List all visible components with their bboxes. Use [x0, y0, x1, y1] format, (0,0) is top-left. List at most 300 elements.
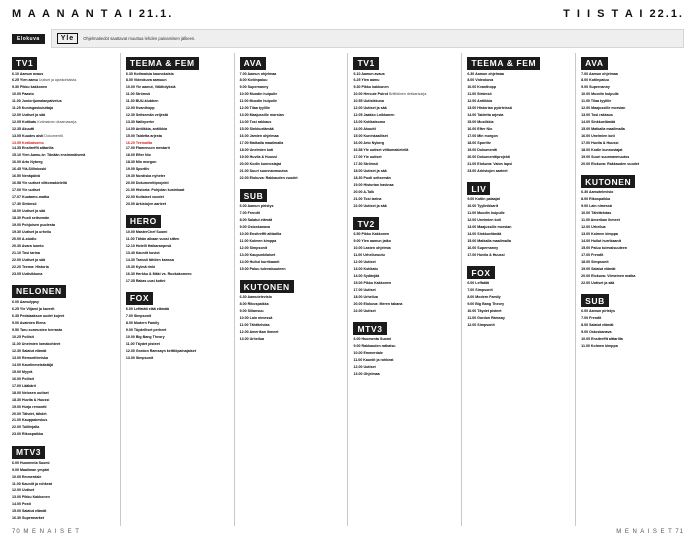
program-entry[interactable] — [353, 274, 456, 279]
program-entry[interactable] — [467, 162, 570, 167]
program-entry[interactable] — [353, 246, 456, 251]
program-entry[interactable] — [240, 113, 343, 118]
program-entry[interactable] — [12, 356, 115, 361]
program-entry[interactable] — [467, 99, 570, 104]
program-entry[interactable] — [12, 251, 115, 256]
channel-name[interactable]: TV1 — [353, 57, 378, 70]
program-title: Hullut hurrikaanit — [590, 239, 621, 244]
program-time: 9.00 — [467, 197, 475, 202]
program-entry[interactable] — [240, 134, 343, 139]
program-entry[interactable] — [12, 230, 115, 235]
program-entry[interactable] — [353, 134, 456, 139]
program-entry[interactable] — [353, 85, 456, 90]
program-entry[interactable] — [126, 244, 229, 249]
program-entry[interactable] — [126, 195, 229, 200]
program-entry[interactable] — [240, 260, 343, 265]
program-entry[interactable] — [126, 265, 229, 270]
program-entry[interactable] — [12, 167, 115, 172]
channel-name[interactable]: MTV3 — [353, 322, 386, 335]
program-title: Aamun piristys — [588, 309, 615, 314]
program-entry[interactable] — [467, 225, 570, 230]
program-time: 16.45 — [12, 166, 21, 171]
program-entry[interactable] — [240, 239, 343, 244]
program-entry[interactable] — [12, 495, 115, 500]
program-entry[interactable] — [467, 232, 570, 237]
program-entry[interactable] — [12, 120, 115, 125]
program-entry[interactable] — [240, 316, 343, 321]
program-title: Tähän aikaan vuosi sitten — [134, 236, 180, 241]
channel-name[interactable]: MTV3 — [12, 446, 45, 459]
program-entry[interactable] — [353, 337, 456, 342]
program-entry[interactable] — [353, 232, 456, 237]
program-entry[interactable] — [467, 288, 570, 293]
program-entry[interactable] — [467, 120, 570, 125]
program-entry[interactable] — [353, 267, 456, 272]
program-entry[interactable] — [581, 316, 684, 321]
program-time: 10.00 — [581, 211, 591, 216]
program-title: Min morgon — [476, 134, 498, 139]
program-entry[interactable] — [581, 155, 684, 160]
program-title: Videokuva — [474, 78, 494, 83]
program-entry[interactable] — [126, 134, 229, 139]
program-time: 13.00 — [353, 120, 363, 125]
program-entry[interactable] — [467, 72, 570, 77]
program-entry[interactable] — [126, 314, 229, 319]
program-entry[interactable] — [12, 468, 115, 473]
program-entry[interactable] — [12, 328, 115, 333]
program-entry[interactable] — [467, 78, 570, 83]
program-title: Yle uutiset — [21, 187, 41, 192]
program-entry[interactable] — [353, 127, 456, 132]
program-entry[interactable] — [126, 127, 229, 132]
program-title: MasterChef Suomi — [134, 229, 168, 234]
program-entry[interactable] — [581, 267, 684, 272]
program-entry[interactable] — [353, 302, 456, 307]
program-entry[interactable] — [353, 148, 456, 153]
program-entry[interactable] — [12, 99, 115, 104]
program-entry[interactable] — [12, 370, 115, 375]
program-entry[interactable] — [353, 106, 456, 111]
program-entry[interactable] — [240, 204, 343, 209]
program-entry[interactable] — [12, 181, 115, 186]
program-entry[interactable] — [353, 365, 456, 370]
program-entry[interactable] — [581, 281, 684, 286]
program-entry[interactable] — [12, 412, 115, 417]
program-entry[interactable] — [126, 167, 229, 172]
program-entry[interactable] — [467, 197, 570, 202]
program-entry[interactable] — [353, 155, 456, 160]
program-entry[interactable] — [12, 244, 115, 249]
program-entry[interactable] — [353, 344, 456, 349]
program-entry[interactable] — [12, 146, 115, 151]
program-entry[interactable] — [240, 120, 343, 125]
program-title: Aamun ohjelmaa — [474, 71, 504, 76]
program-entry[interactable] — [467, 169, 570, 174]
banner-box — [51, 29, 684, 48]
program-entry[interactable] — [581, 148, 684, 153]
program-entry[interactable] — [126, 342, 229, 347]
program-entry[interactable] — [12, 432, 115, 437]
program-entry[interactable] — [581, 246, 684, 251]
program-entry[interactable] — [12, 216, 115, 221]
program-time: 16.00 — [12, 376, 21, 381]
program-entry[interactable] — [467, 106, 570, 111]
program-entry[interactable] — [467, 253, 570, 258]
program-entry[interactable] — [12, 237, 115, 242]
program-entry[interactable] — [353, 72, 456, 77]
program-entry[interactable] — [581, 232, 684, 237]
program-entry[interactable] — [353, 204, 456, 209]
program-entry[interactable] — [126, 160, 229, 165]
program-entry[interactable] — [467, 309, 570, 314]
program-entry[interactable] — [467, 148, 570, 153]
program-entry[interactable] — [353, 372, 456, 377]
program-entry[interactable] — [12, 85, 115, 90]
program-entry[interactable] — [467, 281, 570, 286]
program-entry[interactable] — [240, 169, 343, 174]
program-entry[interactable] — [126, 153, 229, 158]
program-entry[interactable] — [12, 127, 115, 132]
program-entry[interactable] — [12, 488, 115, 493]
channel-name[interactable]: SUB — [240, 189, 268, 202]
program-entry[interactable] — [12, 134, 115, 139]
program-entry[interactable] — [581, 127, 684, 132]
program-entry[interactable] — [126, 251, 229, 256]
program-entry[interactable] — [12, 418, 115, 423]
program-time: 12.00 — [353, 365, 363, 370]
program-entry[interactable] — [467, 141, 570, 146]
program-title: Hercule Poirot — [362, 92, 389, 97]
program-entry[interactable] — [240, 148, 343, 153]
program-title: Simpsonit — [474, 288, 493, 293]
channel-name[interactable]: KUTONEN — [581, 175, 635, 188]
program-entry[interactable] — [126, 321, 229, 326]
program-title: Kvanthopp — [134, 106, 155, 111]
program-entry[interactable] — [353, 183, 456, 188]
program-entry[interactable] — [467, 204, 570, 209]
program-entry[interactable] — [467, 246, 570, 251]
program-time: 10.00 — [12, 474, 21, 479]
program-entry[interactable] — [353, 176, 456, 181]
program-entry[interactable] — [12, 363, 115, 368]
program-entry[interactable] — [12, 300, 115, 305]
channel-name[interactable]: TEEMA & FEM — [467, 57, 540, 70]
program-entry[interactable] — [467, 295, 570, 300]
program-entry[interactable] — [126, 113, 229, 118]
program-entry[interactable] — [240, 176, 343, 181]
program-entry[interactable] — [240, 337, 343, 342]
program-title: Strömsö — [134, 92, 151, 97]
program-entry[interactable] — [467, 92, 570, 97]
program-entry[interactable] — [12, 425, 115, 430]
program-entry[interactable] — [12, 174, 115, 179]
program-entry[interactable] — [12, 509, 115, 514]
program-entry[interactable] — [240, 78, 343, 83]
program-entry[interactable] — [581, 134, 684, 139]
program-entry[interactable] — [467, 127, 570, 132]
program-entry[interactable] — [126, 279, 229, 284]
program-title: Flamencon mestarit — [134, 145, 170, 150]
program-entry[interactable] — [581, 85, 684, 90]
channel-name[interactable]: FOX — [126, 292, 153, 305]
channel-name[interactable]: AVA — [581, 57, 608, 70]
program-entry[interactable] — [581, 323, 684, 328]
program-entry[interactable] — [240, 211, 343, 216]
program-title: Aamun piristys — [246, 204, 274, 209]
program-entry[interactable] — [353, 162, 456, 167]
program-entry[interactable] — [467, 113, 570, 118]
program-title: Gordon Ramsayn keittiöpainajaiset — [134, 348, 196, 353]
program-entry[interactable] — [581, 260, 684, 265]
program-entry[interactable] — [581, 253, 684, 258]
program-entry[interactable] — [126, 78, 229, 83]
program-entry[interactable] — [240, 127, 343, 132]
channel-name[interactable]: TEEMA & FEM — [126, 57, 199, 70]
program-time: 16.30 — [125, 271, 135, 276]
program-entry[interactable] — [126, 307, 229, 312]
channel-name[interactable]: FOX — [467, 266, 494, 279]
program-entry[interactable] — [126, 181, 229, 186]
program-entry[interactable] — [12, 335, 115, 340]
program-time: 14.00 — [239, 120, 249, 125]
program-title: Pikku Kakkonen — [362, 281, 392, 286]
program-title: Aamulypsy — [19, 299, 40, 304]
program-entry[interactable] — [240, 141, 343, 146]
program-title: Rikospaikka — [588, 197, 611, 202]
channel-name[interactable]: AVA — [240, 57, 267, 70]
program-entry[interactable] — [240, 162, 343, 167]
program-entry[interactable] — [12, 349, 115, 354]
program-entry[interactable] — [581, 72, 684, 77]
program-entry[interactable] — [240, 92, 343, 97]
program-entry[interactable] — [12, 202, 115, 207]
program-title: Kauniit ja rohkeat — [20, 481, 52, 486]
program-entry[interactable] — [126, 92, 229, 97]
program-entry[interactable] — [353, 309, 456, 314]
program-entry[interactable] — [581, 204, 684, 209]
channel-name[interactable]: NELONEN — [12, 285, 66, 298]
program-entry[interactable] — [126, 258, 229, 263]
program-entry[interactable] — [126, 85, 229, 90]
program-entry[interactable] — [581, 239, 684, 244]
program-title: Aamutelevisio — [588, 190, 614, 195]
program-entry[interactable] — [12, 516, 115, 521]
program-entry[interactable] — [12, 106, 115, 111]
program-entry[interactable] — [581, 99, 684, 104]
program-entry[interactable] — [240, 253, 343, 258]
channel-block — [467, 263, 570, 328]
program-time: 16.58 — [353, 148, 363, 153]
program-entry[interactable] — [12, 160, 115, 165]
program-time: 10.00 — [125, 229, 135, 234]
program-entry[interactable] — [240, 302, 343, 307]
program-entry[interactable] — [12, 475, 115, 480]
program-entry[interactable] — [240, 72, 343, 77]
program-entry[interactable] — [581, 330, 684, 335]
program-entry[interactable] — [12, 92, 115, 97]
program-entry[interactable] — [126, 356, 229, 361]
program-entry[interactable] — [126, 237, 229, 242]
program-entry[interactable] — [12, 321, 115, 326]
program-time: 6.00 — [581, 309, 589, 314]
program-entry[interactable] — [581, 162, 684, 167]
program-entry[interactable] — [126, 174, 229, 179]
program-entry[interactable] — [126, 188, 229, 193]
program-entry[interactable] — [12, 405, 115, 410]
program-entry[interactable] — [12, 482, 115, 487]
program-entry[interactable] — [581, 218, 684, 223]
program-entry[interactable] — [240, 246, 343, 251]
program-entry[interactable] — [12, 307, 115, 312]
program-entry[interactable] — [240, 232, 343, 237]
program-entry[interactable] — [12, 258, 115, 263]
program-entry[interactable] — [353, 288, 456, 293]
channel-block — [353, 319, 456, 377]
program-entry[interactable] — [240, 106, 343, 111]
program-time: 11.00 — [12, 481, 21, 486]
program-entry[interactable] — [581, 106, 684, 111]
program-title: Unelmien koti — [248, 148, 274, 153]
program-entry[interactable] — [12, 72, 115, 77]
program-entry[interactable] — [126, 72, 229, 77]
channel-name[interactable]: TV2 — [353, 217, 378, 230]
program-title: Unelmien koti — [590, 134, 615, 139]
program-entry[interactable] — [12, 314, 115, 319]
program-time: 9.00 — [239, 309, 247, 314]
program-time: 16.00 — [353, 141, 363, 146]
channel-name[interactable]: LIV — [467, 182, 490, 195]
channel-name[interactable]: TV1 — [12, 57, 37, 70]
program-entry[interactable] — [12, 398, 115, 403]
program-entry[interactable] — [12, 223, 115, 228]
program-entry[interactable] — [581, 92, 684, 97]
program-entry[interactable] — [126, 335, 229, 340]
program-entry[interactable] — [581, 197, 684, 202]
program-entry[interactable] — [12, 377, 115, 382]
program-entry[interactable] — [240, 267, 343, 272]
program-time: 9.00 — [12, 320, 19, 325]
program-entry[interactable] — [240, 323, 343, 328]
program-entry[interactable] — [467, 323, 570, 328]
channel-name[interactable]: SUB — [581, 294, 609, 307]
program-entry[interactable] — [12, 502, 115, 507]
program-entry[interactable] — [581, 78, 684, 83]
program-entry[interactable] — [353, 358, 456, 363]
program-entry[interactable] — [12, 153, 115, 158]
program-entry[interactable] — [12, 113, 115, 118]
program-entry[interactable] — [467, 134, 570, 139]
program-entry[interactable] — [353, 239, 456, 244]
program-entry[interactable] — [126, 272, 229, 277]
program-entry[interactable] — [353, 295, 456, 300]
program-time: 17.07 — [12, 194, 21, 199]
program-time: 11.00 — [353, 358, 363, 363]
program-entry[interactable] — [467, 85, 570, 90]
program-entry[interactable] — [353, 253, 456, 258]
program-entry[interactable] — [353, 78, 456, 83]
program-entry[interactable] — [126, 120, 229, 125]
program-entry[interactable] — [126, 146, 229, 151]
program-entry[interactable] — [353, 169, 456, 174]
program-entry[interactable] — [240, 330, 343, 335]
program-time: 7.00 — [239, 211, 247, 216]
program-entry[interactable] — [467, 239, 570, 244]
program-entry[interactable] — [353, 120, 456, 125]
channel-name[interactable]: HERO — [126, 215, 161, 228]
program-entry[interactable] — [581, 274, 684, 279]
program-entry[interactable] — [581, 337, 684, 342]
program-entry[interactable] — [581, 211, 684, 216]
program-title: Kotimaisia kaunokaisia — [132, 71, 174, 76]
program-entry[interactable] — [126, 202, 229, 207]
program-title: Ostoskanava — [588, 330, 612, 335]
program-entry[interactable] — [467, 155, 570, 160]
program-entry[interactable] — [126, 349, 229, 354]
program-title: Uutiset ja sää — [362, 106, 387, 111]
program-time: 10.00 — [239, 232, 249, 237]
program-entry[interactable] — [467, 316, 570, 321]
program-entry[interactable] — [581, 141, 684, 146]
program-entry[interactable] — [581, 344, 684, 349]
program-time: 22.00 — [239, 176, 249, 181]
program-entry[interactable] — [126, 99, 229, 104]
program-entry[interactable] — [467, 218, 570, 223]
program-entry[interactable] — [467, 302, 570, 307]
program-entry[interactable] — [12, 384, 115, 389]
program-entry[interactable] — [581, 113, 684, 118]
program-time: 12.00 — [12, 488, 21, 493]
program-entry[interactable] — [12, 188, 115, 193]
program-entry[interactable] — [126, 106, 229, 111]
program-entry[interactable] — [353, 92, 456, 97]
program-entry[interactable] — [12, 78, 115, 83]
program-entry[interactable] — [12, 461, 115, 466]
program-entry[interactable] — [240, 309, 343, 314]
program-entry[interactable] — [353, 260, 456, 265]
program-title: Huvila & Huussi — [590, 141, 619, 146]
program-entry[interactable] — [581, 309, 684, 314]
program-entry[interactable] — [12, 195, 115, 200]
program-entry[interactable] — [240, 218, 343, 223]
program-time: 16.58 — [12, 180, 21, 185]
program-entry[interactable] — [581, 190, 684, 195]
program-entry[interactable] — [353, 113, 456, 118]
program-entry[interactable] — [240, 155, 343, 160]
program-entry[interactable] — [126, 230, 229, 235]
program-entry[interactable] — [240, 99, 343, 104]
program-entry[interactable] — [240, 85, 343, 90]
program-entry[interactable] — [353, 99, 456, 104]
program-entry[interactable] — [12, 272, 115, 277]
program-entry[interactable] — [353, 351, 456, 356]
channel-name[interactable]: KUTONEN — [240, 280, 294, 293]
program-title: Min morgon — [134, 159, 157, 164]
program-entry[interactable] — [581, 225, 684, 230]
program-entry[interactable] — [12, 209, 115, 214]
program-entry[interactable] — [353, 197, 456, 202]
program-entry[interactable] — [467, 211, 570, 216]
program-entry[interactable] — [353, 141, 456, 146]
program-entry[interactable] — [353, 281, 456, 286]
program-entry[interactable] — [126, 328, 229, 333]
program-entry[interactable] — [240, 225, 343, 230]
program-entry[interactable] — [12, 391, 115, 396]
program-entry[interactable] — [240, 295, 343, 300]
program-entry[interactable] — [581, 120, 684, 125]
program-entry[interactable] — [12, 265, 115, 270]
program-entry[interactable] — [353, 190, 456, 195]
program-entry[interactable] — [12, 342, 115, 347]
